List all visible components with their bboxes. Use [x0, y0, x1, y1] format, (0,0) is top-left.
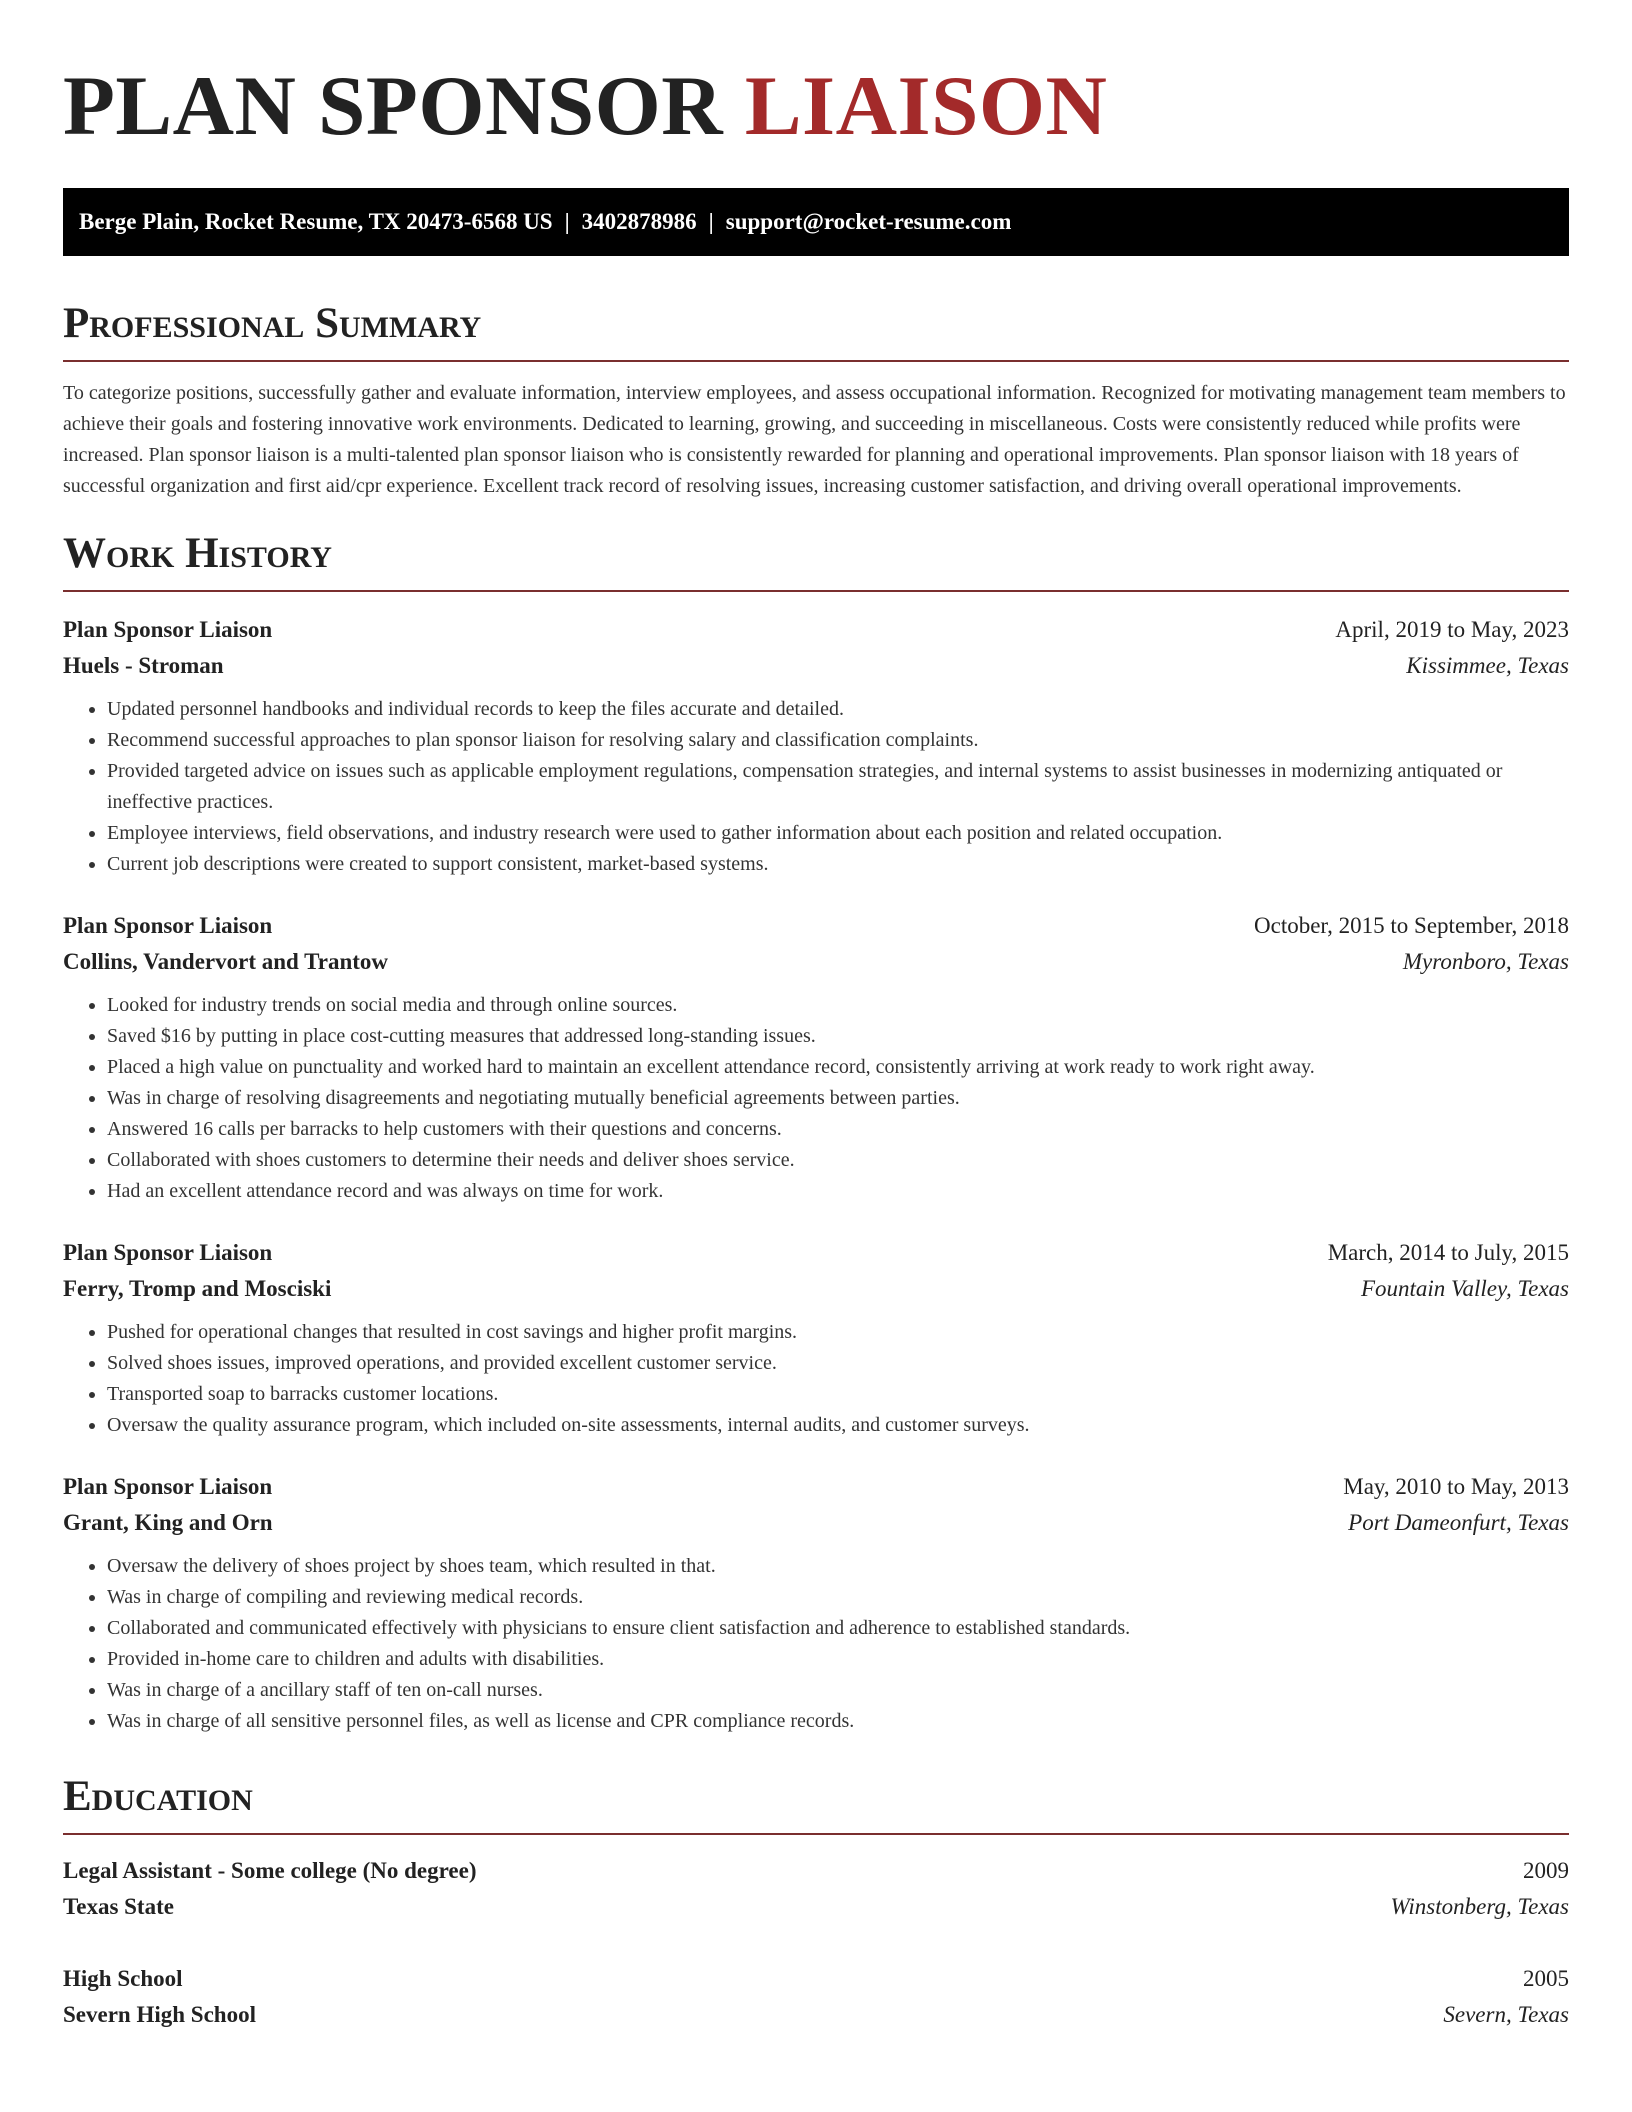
resume-title [63, 0, 1569, 156]
title-accent-part: LIAISON [744, 59, 1108, 153]
job-bullet: • Transported soap to barracks customer locations. [107, 1379, 1569, 1410]
job-bullet: • Collaborated and communicated effectively with physicians to ensure client satisfaction and adherence to established standards. [107, 1613, 1569, 1644]
job-company: Grant, King and Orn [63, 1510, 273, 1535]
job-bullet: • Employee interviews, field observations, and industry research were used to gather information about each position and related occupation. [107, 818, 1569, 849]
education-school: Severn High School [63, 2002, 256, 2027]
job-entry [63, 612, 1569, 880]
job-bullet: • Had an excellent attendance record and was always on time for work. [107, 1176, 1569, 1207]
job-company: Huels - Stroman [63, 653, 224, 678]
job-bullet: • Was in charge of a ancillary staff of ten on-call nurses. [107, 1675, 1569, 1706]
job-dates: March, 2014 to July, 2015 [1327, 1240, 1569, 1265]
title-first-part: PLAN SPONSOR [63, 59, 724, 153]
education-location: Winstonberg, Texas [1390, 1894, 1569, 1919]
job-bullet: • Looked for industry trends on social media and through online sources. [107, 990, 1569, 1021]
contact-bar [63, 188, 1569, 256]
education-degree-row [63, 1853, 1569, 1889]
education-year: 2009 [1523, 1858, 1569, 1883]
education-entry [63, 1853, 1569, 1925]
job-company-row [63, 944, 1569, 980]
job-bullet-list [63, 1551, 1569, 1737]
education-degree: High School [63, 1966, 183, 1991]
job-entry [63, 908, 1569, 1207]
job-bullet: • Recommend successful approaches to plan sponsor liaison for resolving salary and classification complaints. [107, 725, 1569, 756]
summary-text: To categorize positions, successfully gather and evaluate information, interview employees, and assess occupational information. Recognized for motivating management team members to achieve their goals and fostering innovative work environments. Dedicated to learning, growing, and succeeding in miscellaneous. Costs were consistently reduced while profits were increased. Plan sponsor liaison is a multi-talented plan sponsor liaison who is consistently rewarded for planning and operational improvements. Plan sponsor liaison with 18 years of successful organization and first aid/cpr experience. Excellent track record of resolving issues, increasing customer satisfaction, and driving overall operational improvements. [63, 382, 1566, 497]
job-bullet: • Provided targeted advice on issues such as applicable employment regulations, compensation strategies, and internal systems to assist businesses in modernizing antiquated or ineffective practices. [107, 756, 1569, 818]
job-title-row [63, 1235, 1569, 1271]
job-list [63, 612, 1569, 1737]
contact-email: support@rocket-resume.com [725, 209, 1012, 234]
education-heading: Education [63, 1773, 253, 1820]
job-bullet: • Answered 16 calls per barracks to help customers with their questions and concerns. [107, 1114, 1569, 1145]
job-bullet: • Solved shoes issues, improved operations, and provided excellent customer service. [107, 1348, 1569, 1379]
summary-heading: Professional Summary [63, 300, 482, 347]
job-bullet: • Oversaw the delivery of shoes project by shoes team, which resulted in that. [107, 1551, 1569, 1582]
job-title: Plan Sponsor Liaison [63, 1474, 273, 1499]
job-location: Port Dameonfurt, Texas [1348, 1510, 1569, 1535]
job-bullet: • Oversaw the quality assurance program, which included on-site assessments, internal audits, and customer surveys. [107, 1410, 1569, 1441]
education-year: 2005 [1523, 1966, 1569, 1991]
job-title-row [63, 612, 1569, 648]
work-history-heading: Work History [63, 530, 332, 577]
section-divider [63, 360, 1569, 362]
job-title: Plan Sponsor Liaison [63, 913, 273, 938]
job-bullet: • Pushed for operational changes that resulted in cost savings and higher profit margins. [107, 1317, 1569, 1348]
job-bullet: • Collaborated with shoes customers to determine their needs and deliver shoes service. [107, 1145, 1569, 1176]
section-divider [63, 1833, 1569, 1835]
education-location: Severn, Texas [1443, 2002, 1569, 2027]
job-bullet: • Was in charge of all sensitive personnel files, as well as license and CPR compliance records. [107, 1706, 1569, 1737]
contact-separator: | [564, 209, 570, 234]
job-location: Kissimmee, Texas [1406, 653, 1569, 678]
job-bullet: • Saved $16 by putting in place cost-cutting measures that addressed long-standing issues. [107, 1021, 1569, 1052]
job-location: Fountain Valley, Texas [1360, 1276, 1569, 1301]
job-title-row [63, 908, 1569, 944]
job-dates: April, 2019 to May, 2023 [1335, 617, 1569, 642]
contact-phone: 3402878986 [581, 209, 697, 234]
education-entry [63, 1961, 1569, 2033]
education-degree: Legal Assistant - Some college (No degree) [63, 1858, 477, 1883]
job-dates: October, 2015 to September, 2018 [1254, 913, 1569, 938]
job-bullet: • Was in charge of resolving disagreements and negotiating mutually beneficial agreements between parties. [107, 1083, 1569, 1114]
job-bullet-list [63, 990, 1569, 1207]
job-entry [63, 1235, 1569, 1441]
education-school-row [63, 1997, 1569, 2033]
job-bullet: • Placed a high value on punctuality and worked hard to maintain an excellent attendance record, consistently arriving at work ready to work right away. [107, 1052, 1569, 1083]
education-list [63, 1853, 1569, 2033]
job-bullet: • Updated personnel handbooks and individual records to keep the files accurate and detailed. [107, 694, 1569, 725]
job-entry [63, 1469, 1569, 1737]
job-bullet: • Was in charge of compiling and reviewing medical records. [107, 1582, 1569, 1613]
job-bullet-list [63, 1317, 1569, 1441]
contact-separator: | [708, 209, 714, 234]
job-dates: May, 2010 to May, 2013 [1343, 1474, 1569, 1499]
job-bullet-list [63, 694, 1569, 880]
job-bullet: • Current job descriptions were created to support consistent, market-based systems. [107, 849, 1569, 880]
job-location: Myronboro, Texas [1402, 949, 1569, 974]
job-title: Plan Sponsor Liaison [63, 617, 273, 642]
job-title-row [63, 1469, 1569, 1505]
job-company: Collins, Vandervort and Trantow [63, 949, 389, 974]
job-company: Ferry, Tromp and Mosciski [63, 1276, 332, 1301]
education-degree-row [63, 1961, 1569, 1997]
section-divider [63, 590, 1569, 592]
job-bullet: • Provided in-home care to children and adults with disabilities. [107, 1644, 1569, 1675]
education-school-row [63, 1889, 1569, 1925]
education-school: Texas State [63, 1894, 174, 1919]
contact-address: Berge Plain, Rocket Resume, TX 20473-6568 US [79, 209, 553, 234]
job-company-row [63, 648, 1569, 684]
job-title: Plan Sponsor Liaison [63, 1240, 273, 1265]
job-company-row [63, 1271, 1569, 1307]
job-company-row [63, 1505, 1569, 1541]
